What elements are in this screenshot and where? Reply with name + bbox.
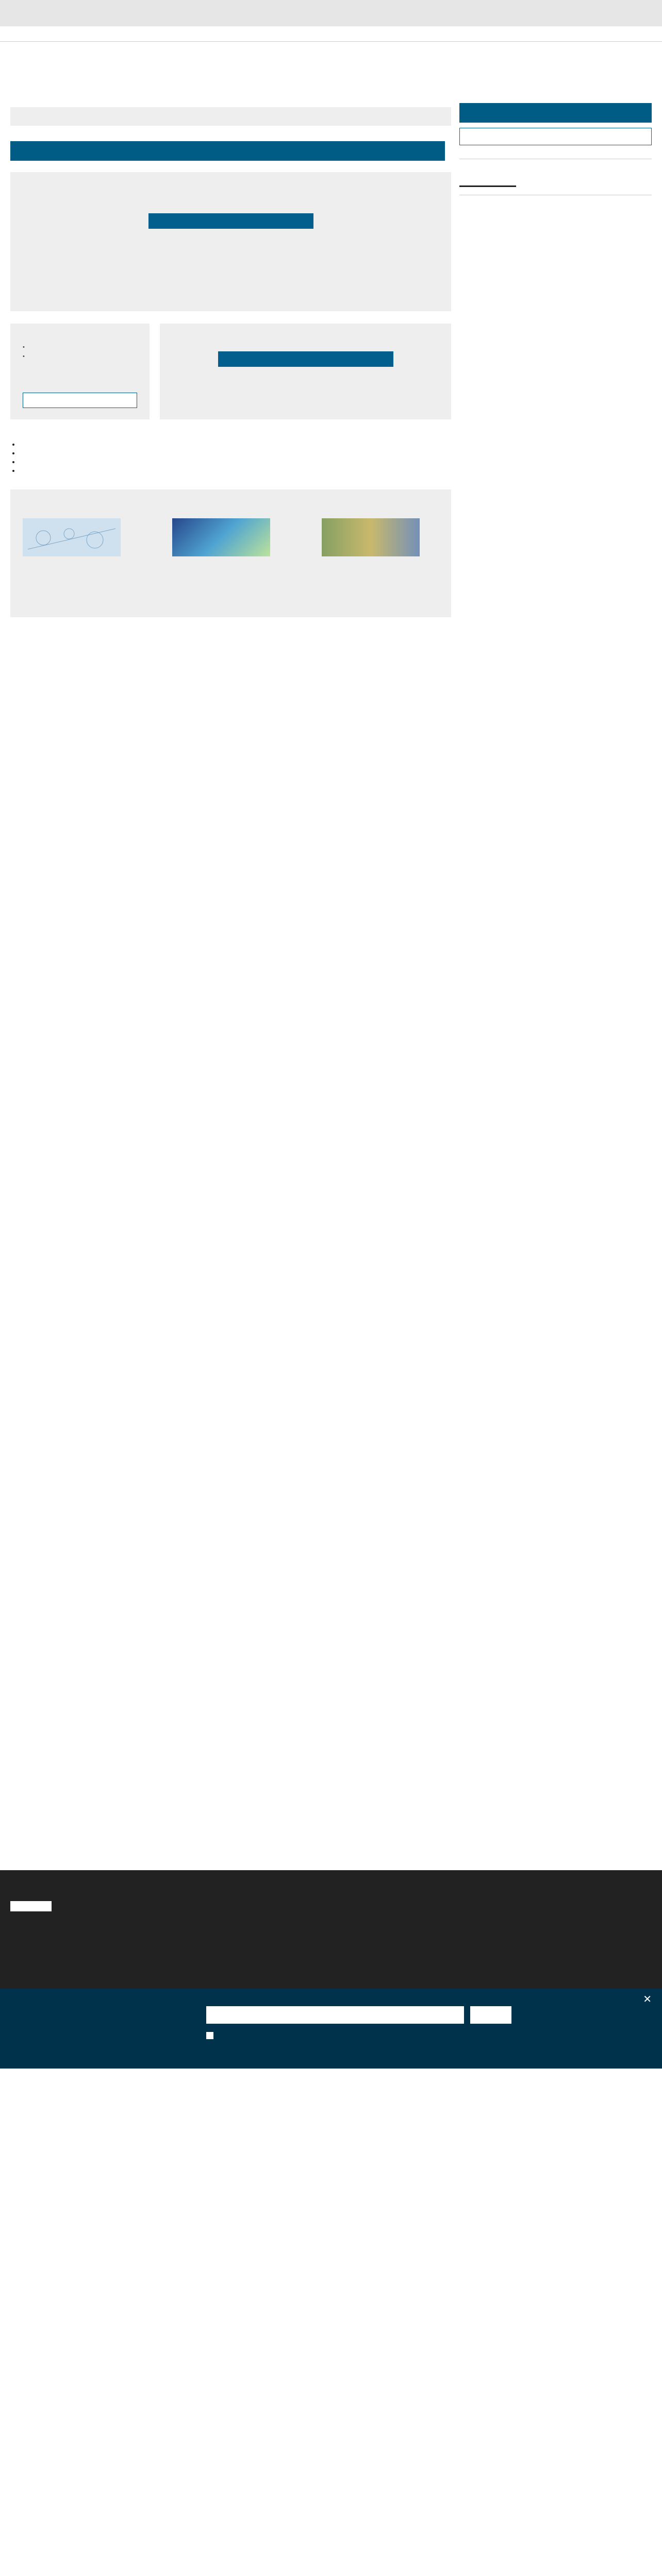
nature-plus-box — [10, 172, 451, 311]
japanese-subscription-box — [160, 324, 451, 419]
consent-checkbox[interactable] — [206, 2032, 213, 2039]
institution-access-button[interactable] — [10, 141, 445, 161]
vegetation-figure-icon — [23, 518, 121, 556]
briefing-banner — [0, 1989, 662, 2069]
editorial-summary — [459, 159, 652, 165]
breadcrumb — [10, 70, 26, 76]
similar-card[interactable] — [322, 518, 420, 610]
tab-sections[interactable] — [459, 183, 516, 187]
article-main — [10, 88, 451, 638]
similar-card[interactable] — [23, 518, 121, 610]
similar-card-thumbnail — [172, 518, 270, 556]
preview-notice[interactable] — [10, 107, 451, 126]
similar-content-section — [10, 489, 451, 617]
email-input[interactable] — [206, 2006, 464, 2024]
buy-now-button[interactable] — [23, 393, 137, 408]
similar-card-thumbnail — [23, 518, 121, 556]
buy-item: • — [23, 344, 25, 350]
buy-item: • — [23, 353, 25, 360]
similar-card[interactable] — [172, 518, 270, 610]
close-icon[interactable]: ✕ — [643, 1994, 652, 2005]
accept-cookies-button[interactable] — [10, 1901, 52, 1911]
top-right-links — [611, 8, 652, 16]
buy-article-box — [10, 324, 150, 419]
learn-more-button[interactable] — [148, 213, 313, 229]
sidebar-tabs — [459, 181, 652, 195]
main-nav — [0, 26, 662, 42]
additional-links — [20, 440, 451, 475]
sidebar — [459, 103, 652, 202]
natureasia-button[interactable] — [218, 351, 393, 367]
sidebar-institution-button[interactable] — [459, 103, 652, 123]
buy-subscribe-button[interactable] — [459, 128, 652, 145]
similar-card-thumbnail — [322, 518, 420, 556]
top-bar — [0, 0, 662, 26]
purchase-row — [10, 324, 451, 419]
briefing-signup-button[interactable] — [470, 2006, 511, 2024]
